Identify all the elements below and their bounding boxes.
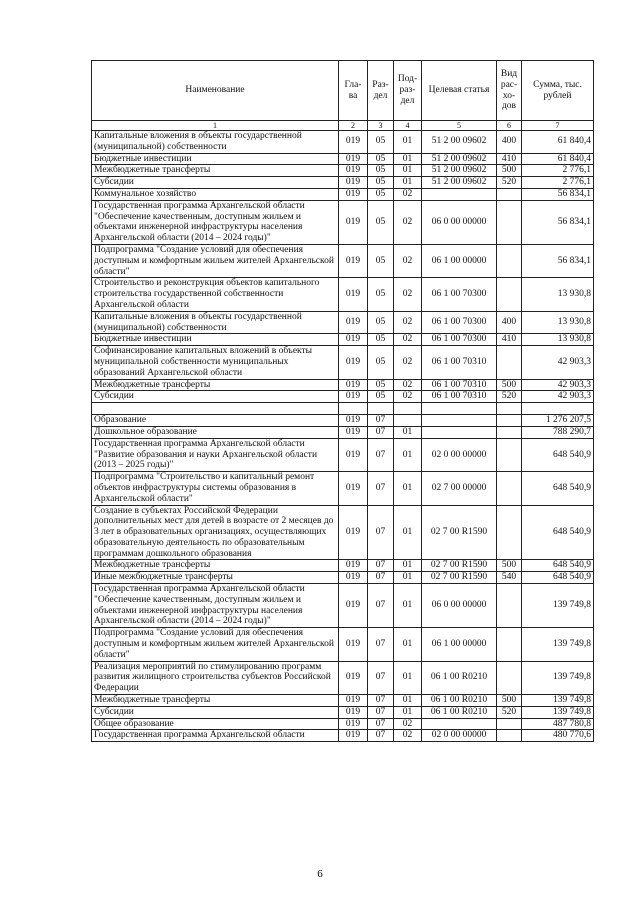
cell-podrazdel: 01 bbox=[394, 472, 422, 505]
cell-razdel: 05 bbox=[368, 177, 394, 189]
cell-target: 06 0 00 00000 bbox=[422, 200, 497, 244]
page-number: 6 bbox=[317, 868, 323, 880]
cell-vid: 400 bbox=[497, 131, 522, 154]
table-row bbox=[92, 695, 594, 707]
cell-name: Коммунальное хозяйство bbox=[92, 188, 339, 200]
cell-vid bbox=[497, 730, 522, 742]
cell-target bbox=[422, 426, 497, 438]
table-row bbox=[92, 505, 594, 560]
cell-razdel: 05 bbox=[368, 391, 394, 403]
cell-podrazdel: 01 bbox=[394, 177, 422, 189]
cell-name: Субсидии bbox=[92, 177, 339, 189]
cell-sum: 13 930,8 bbox=[522, 334, 594, 346]
cell-target: 02 7 00 R1590 bbox=[422, 560, 497, 572]
cell-podrazdel: 02 bbox=[394, 379, 422, 391]
cell-sum: 139 749,8 bbox=[522, 695, 594, 707]
cell-name: Образование bbox=[92, 415, 339, 427]
table-row bbox=[92, 334, 594, 346]
cell-name: Подпрограмма "Создание условий для обеспечения доступным и комфортным жильем жителей Архангельской области" bbox=[92, 244, 339, 277]
cell-target: 51 2 00 09602 bbox=[422, 177, 497, 189]
cell-target: 06 1 00 70310 bbox=[422, 379, 497, 391]
table-row bbox=[92, 379, 594, 391]
cell-razdel: 05 bbox=[368, 334, 394, 346]
cell-sum: 788 290,7 bbox=[522, 426, 594, 438]
table-row bbox=[92, 188, 594, 200]
cell-name: Межбюджетные трансферты bbox=[92, 560, 339, 572]
table-row bbox=[92, 560, 594, 572]
cell-name: Межбюджетные трансферты bbox=[92, 165, 339, 177]
column-number: 7 bbox=[522, 121, 594, 131]
cell-vid bbox=[497, 628, 522, 661]
table-row bbox=[92, 131, 594, 154]
table-row bbox=[92, 153, 594, 165]
cell-glava: 019 bbox=[339, 244, 368, 277]
cell-vid bbox=[497, 584, 522, 628]
cell-podrazdel: 02 bbox=[394, 391, 422, 403]
cell-glava: 019 bbox=[339, 718, 368, 730]
column-number: 2 bbox=[339, 121, 368, 131]
cell-glava: 019 bbox=[339, 131, 368, 154]
cell-glava: 019 bbox=[339, 426, 368, 438]
cell-sum: 2 776,1 bbox=[522, 177, 594, 189]
cell-podrazdel: 01 bbox=[394, 438, 422, 471]
cell-sum: 13 930,8 bbox=[522, 278, 594, 311]
cell-glava bbox=[339, 403, 368, 415]
cell-name: Государственная программа Архангельской области "Обеспечение качественным, доступным жильем и объектами инженерной инфраструктуры населения Архангельской области (2014 – 2024 годы)" bbox=[92, 200, 339, 244]
cell-name: Капитальные вложения в объекты государственной (муниципальной) собственности bbox=[92, 131, 339, 154]
header-name: Наименование bbox=[92, 61, 339, 121]
cell-glava: 019 bbox=[339, 153, 368, 165]
column-number: 1 bbox=[92, 121, 339, 131]
cell-podrazdel: 01 bbox=[394, 628, 422, 661]
cell-sum: 648 540,9 bbox=[522, 505, 594, 560]
cell-glava: 019 bbox=[339, 346, 368, 379]
cell-sum: 42 903,3 bbox=[522, 379, 594, 391]
table-row bbox=[92, 244, 594, 277]
cell-name: Капитальные вложения в объекты государственной (муниципальной) собственности bbox=[92, 311, 339, 334]
cell-glava: 019 bbox=[339, 505, 368, 560]
cell-name: Государственная программа Архангельской области "Обеспечение качественным, доступным жильем и объектами инженерной инфраструктуры населения Архангельской области (2014 – 2024 годы)" bbox=[92, 584, 339, 628]
cell-sum: 139 749,8 bbox=[522, 661, 594, 694]
header-expense-type: Вид рас-хо-дов bbox=[497, 61, 522, 121]
cell-name: Государственная программа Архангельской области bbox=[92, 730, 339, 742]
cell-podrazdel: 01 bbox=[394, 131, 422, 154]
table-body bbox=[92, 131, 594, 742]
cell-razdel: 05 bbox=[368, 278, 394, 311]
cell-razdel: 07 bbox=[368, 472, 394, 505]
cell-name: Субсидии bbox=[92, 706, 339, 718]
cell-razdel: 05 bbox=[368, 244, 394, 277]
cell-glava: 019 bbox=[339, 695, 368, 707]
cell-sum: 56 834,1 bbox=[522, 200, 594, 244]
cell-vid bbox=[497, 278, 522, 311]
cell-razdel: 07 bbox=[368, 560, 394, 572]
cell-name: Подпрограмма "Создание условий для обеспечения доступным и комфортным жильем жителей Архангельской области" bbox=[92, 628, 339, 661]
cell-name: Общее образование bbox=[92, 718, 339, 730]
cell-vid bbox=[497, 718, 522, 730]
cell-razdel: 07 bbox=[368, 415, 394, 427]
cell-sum: 42 903,3 bbox=[522, 346, 594, 379]
cell-target: 06 1 00 00000 bbox=[422, 628, 497, 661]
cell-glava: 019 bbox=[339, 584, 368, 628]
cell-razdel: 05 bbox=[368, 188, 394, 200]
cell-vid: 410 bbox=[497, 334, 522, 346]
cell-target bbox=[422, 718, 497, 730]
cell-razdel: 05 bbox=[368, 200, 394, 244]
cell-sum: 139 749,8 bbox=[522, 584, 594, 628]
cell-glava: 019 bbox=[339, 391, 368, 403]
cell-podrazdel bbox=[394, 403, 422, 415]
cell-target bbox=[422, 188, 497, 200]
cell-glava: 019 bbox=[339, 472, 368, 505]
cell-target: 06 1 00 R0210 bbox=[422, 706, 497, 718]
cell-glava: 019 bbox=[339, 165, 368, 177]
cell-glava: 019 bbox=[339, 278, 368, 311]
cell-sum: 42 903,3 bbox=[522, 391, 594, 403]
cell-vid bbox=[497, 403, 522, 415]
cell-podrazdel: 02 bbox=[394, 346, 422, 379]
cell-target: 06 1 00 70300 bbox=[422, 278, 497, 311]
cell-target: 06 1 00 70310 bbox=[422, 391, 497, 403]
cell-name: Создание в субъектах Российской Федерации дополнительных мест для детей в возрасте от 2 месяцев до 3 лет в образовательных организациях, осуществляющих образовательную деятельность по образовательным программам дошкольного образования bbox=[92, 505, 339, 560]
cell-sum: 13 930,8 bbox=[522, 311, 594, 334]
cell-podrazdel: 01 bbox=[394, 584, 422, 628]
cell-sum: 648 540,9 bbox=[522, 560, 594, 572]
header-target-article: Целевая статья bbox=[422, 61, 497, 121]
cell-target: 06 1 00 70300 bbox=[422, 311, 497, 334]
cell-target: 06 1 00 70310 bbox=[422, 346, 497, 379]
table-row bbox=[92, 311, 594, 334]
cell-razdel: 07 bbox=[368, 718, 394, 730]
cell-target: 06 1 00 R0210 bbox=[422, 695, 497, 707]
cell-sum: 648 540,9 bbox=[522, 438, 594, 471]
cell-target: 06 1 00 R0210 bbox=[422, 661, 497, 694]
cell-vid bbox=[497, 472, 522, 505]
cell-glava: 019 bbox=[339, 572, 368, 584]
budget-table bbox=[91, 60, 594, 742]
cell-podrazdel: 01 bbox=[394, 153, 422, 165]
table-row bbox=[92, 391, 594, 403]
cell-podrazdel: 02 bbox=[394, 188, 422, 200]
cell-podrazdel: 02 bbox=[394, 244, 422, 277]
cell-glava: 019 bbox=[339, 415, 368, 427]
cell-glava: 019 bbox=[339, 560, 368, 572]
cell-vid: 500 bbox=[497, 695, 522, 707]
cell-podrazdel bbox=[394, 415, 422, 427]
cell-target: 51 2 00 09602 bbox=[422, 165, 497, 177]
cell-sum: 56 834,1 bbox=[522, 244, 594, 277]
cell-razdel: 05 bbox=[368, 346, 394, 379]
table-row bbox=[92, 730, 594, 742]
table-row bbox=[92, 403, 594, 415]
column-number: 5 bbox=[422, 121, 497, 131]
cell-podrazdel: 02 bbox=[394, 334, 422, 346]
table-row bbox=[92, 200, 594, 244]
cell-target: 51 2 00 09602 bbox=[422, 131, 497, 154]
cell-razdel: 05 bbox=[368, 311, 394, 334]
cell-podrazdel: 01 bbox=[394, 505, 422, 560]
column-number: 4 bbox=[394, 121, 422, 131]
table-row bbox=[92, 346, 594, 379]
table-row bbox=[92, 165, 594, 177]
cell-glava: 019 bbox=[339, 379, 368, 391]
cell-target bbox=[422, 415, 497, 427]
cell-name: Государственная программа Архангельской области "Развитие образования и науки Архангельской области (2013 – 2025 годы)" bbox=[92, 438, 339, 471]
table-row bbox=[92, 661, 594, 694]
cell-podrazdel: 01 bbox=[394, 706, 422, 718]
cell-razdel: 07 bbox=[368, 505, 394, 560]
cell-vid: 520 bbox=[497, 177, 522, 189]
cell-razdel: 07 bbox=[368, 438, 394, 471]
cell-target: 02 7 00 R1590 bbox=[422, 505, 497, 560]
cell-glava: 019 bbox=[339, 311, 368, 334]
cell-razdel: 07 bbox=[368, 695, 394, 707]
cell-razdel: 05 bbox=[368, 379, 394, 391]
cell-sum: 139 749,8 bbox=[522, 706, 594, 718]
table-row bbox=[92, 415, 594, 427]
header-razdel: Раз-дел bbox=[368, 61, 394, 121]
cell-razdel: 07 bbox=[368, 628, 394, 661]
cell-name: Строительство и реконструкция объектов капитального строительства государственной собственности Архангельской области bbox=[92, 278, 339, 311]
table-row bbox=[92, 177, 594, 189]
cell-vid: 540 bbox=[497, 572, 522, 584]
cell-podrazdel: 02 bbox=[394, 278, 422, 311]
table-row bbox=[92, 472, 594, 505]
cell-target: 06 0 00 00000 bbox=[422, 584, 497, 628]
cell-target: 06 1 00 00000 bbox=[422, 244, 497, 277]
cell-podrazdel: 02 bbox=[394, 730, 422, 742]
cell-razdel: 07 bbox=[368, 584, 394, 628]
cell-podrazdel: 02 bbox=[394, 200, 422, 244]
cell-name: Межбюджетные трансферты bbox=[92, 695, 339, 707]
cell-razdel: 05 bbox=[368, 153, 394, 165]
column-number: 6 bbox=[497, 121, 522, 131]
cell-razdel bbox=[368, 403, 394, 415]
cell-vid: 400 bbox=[497, 311, 522, 334]
table-row bbox=[92, 706, 594, 718]
cell-podrazdel: 01 bbox=[394, 560, 422, 572]
cell-sum: 480 770,6 bbox=[522, 730, 594, 742]
cell-vid bbox=[497, 200, 522, 244]
cell-vid: 520 bbox=[497, 706, 522, 718]
cell-target: 51 2 00 09602 bbox=[422, 153, 497, 165]
cell-sum: 61 840,4 bbox=[522, 153, 594, 165]
cell-vid bbox=[497, 505, 522, 560]
cell-vid bbox=[497, 244, 522, 277]
cell-sum: 648 540,9 bbox=[522, 472, 594, 505]
column-number-row bbox=[92, 121, 594, 131]
cell-name: Реализация мероприятий по стимулированию программ развития жилищного строительства субъектов Российской Федерации bbox=[92, 661, 339, 694]
cell-glava: 019 bbox=[339, 661, 368, 694]
cell-target bbox=[422, 403, 497, 415]
cell-sum: 487 780,8 bbox=[522, 718, 594, 730]
cell-sum bbox=[522, 403, 594, 415]
cell-vid bbox=[497, 661, 522, 694]
cell-vid bbox=[497, 438, 522, 471]
cell-razdel: 07 bbox=[368, 426, 394, 438]
cell-sum: 1 276 207,5 bbox=[522, 415, 594, 427]
header-podrazdel: Под-раз-дел bbox=[394, 61, 422, 121]
cell-glava: 019 bbox=[339, 188, 368, 200]
cell-razdel: 07 bbox=[368, 730, 394, 742]
cell-podrazdel: 01 bbox=[394, 426, 422, 438]
table-row bbox=[92, 426, 594, 438]
cell-razdel: 07 bbox=[368, 572, 394, 584]
cell-glava: 019 bbox=[339, 177, 368, 189]
cell-glava: 019 bbox=[339, 628, 368, 661]
table-row bbox=[92, 584, 594, 628]
column-number: 3 bbox=[368, 121, 394, 131]
cell-glava: 019 bbox=[339, 730, 368, 742]
cell-name: Подпрограмма "Строительство и капитальный ремонт объектов инфраструктуры системы образования в Архангельской области" bbox=[92, 472, 339, 505]
table-row bbox=[92, 718, 594, 730]
cell-sum: 139 749,8 bbox=[522, 628, 594, 661]
cell-razdel: 05 bbox=[368, 131, 394, 154]
cell-sum: 648 540,9 bbox=[522, 572, 594, 584]
cell-podrazdel: 01 bbox=[394, 165, 422, 177]
cell-name: Дошкольное образование bbox=[92, 426, 339, 438]
cell-vid: 500 bbox=[497, 165, 522, 177]
table-row bbox=[92, 278, 594, 311]
table-row bbox=[92, 628, 594, 661]
cell-target: 02 7 00 00000 bbox=[422, 472, 497, 505]
table-row bbox=[92, 438, 594, 471]
cell-podrazdel: 02 bbox=[394, 718, 422, 730]
cell-podrazdel: 01 bbox=[394, 661, 422, 694]
cell-sum: 2 776,1 bbox=[522, 165, 594, 177]
table-row bbox=[92, 572, 594, 584]
cell-name: Субсидии bbox=[92, 391, 339, 403]
header-sum: Сумма, тыс. рублей bbox=[522, 61, 594, 121]
header-row bbox=[92, 61, 594, 121]
cell-target: 06 1 00 70300 bbox=[422, 334, 497, 346]
cell-glava: 019 bbox=[339, 200, 368, 244]
cell-razdel: 05 bbox=[368, 165, 394, 177]
cell-vid: 520 bbox=[497, 391, 522, 403]
cell-podrazdel: 02 bbox=[394, 311, 422, 334]
cell-glava: 019 bbox=[339, 706, 368, 718]
cell-vid bbox=[497, 415, 522, 427]
cell-name bbox=[92, 403, 339, 415]
cell-vid: 500 bbox=[497, 560, 522, 572]
cell-sum: 61 840,4 bbox=[522, 131, 594, 154]
cell-glava: 019 bbox=[339, 334, 368, 346]
cell-glava: 019 bbox=[339, 438, 368, 471]
cell-target: 02 0 00 00000 bbox=[422, 438, 497, 471]
cell-target: 02 0 00 00000 bbox=[422, 730, 497, 742]
cell-name: Межбюджетные трансферты bbox=[92, 379, 339, 391]
cell-vid bbox=[497, 426, 522, 438]
cell-name: Иные межбюджетные трансферты bbox=[92, 572, 339, 584]
cell-name: Бюджетные инвестиции bbox=[92, 153, 339, 165]
cell-vid: 410 bbox=[497, 153, 522, 165]
cell-razdel: 07 bbox=[368, 706, 394, 718]
cell-podrazdel: 01 bbox=[394, 695, 422, 707]
cell-sum: 56 834,1 bbox=[522, 188, 594, 200]
cell-razdel: 07 bbox=[368, 661, 394, 694]
cell-name: Софинансирование капитальных вложений в объекты муниципальной собственности муниципальных образований Архангельской области bbox=[92, 346, 339, 379]
cell-vid bbox=[497, 346, 522, 379]
cell-podrazdel: 01 bbox=[394, 572, 422, 584]
header-glava: Гла-ва bbox=[339, 61, 368, 121]
cell-name: Бюджетные инвестиции bbox=[92, 334, 339, 346]
cell-vid bbox=[497, 188, 522, 200]
cell-target: 02 7 00 R1590 bbox=[422, 572, 497, 584]
cell-vid: 500 bbox=[497, 379, 522, 391]
